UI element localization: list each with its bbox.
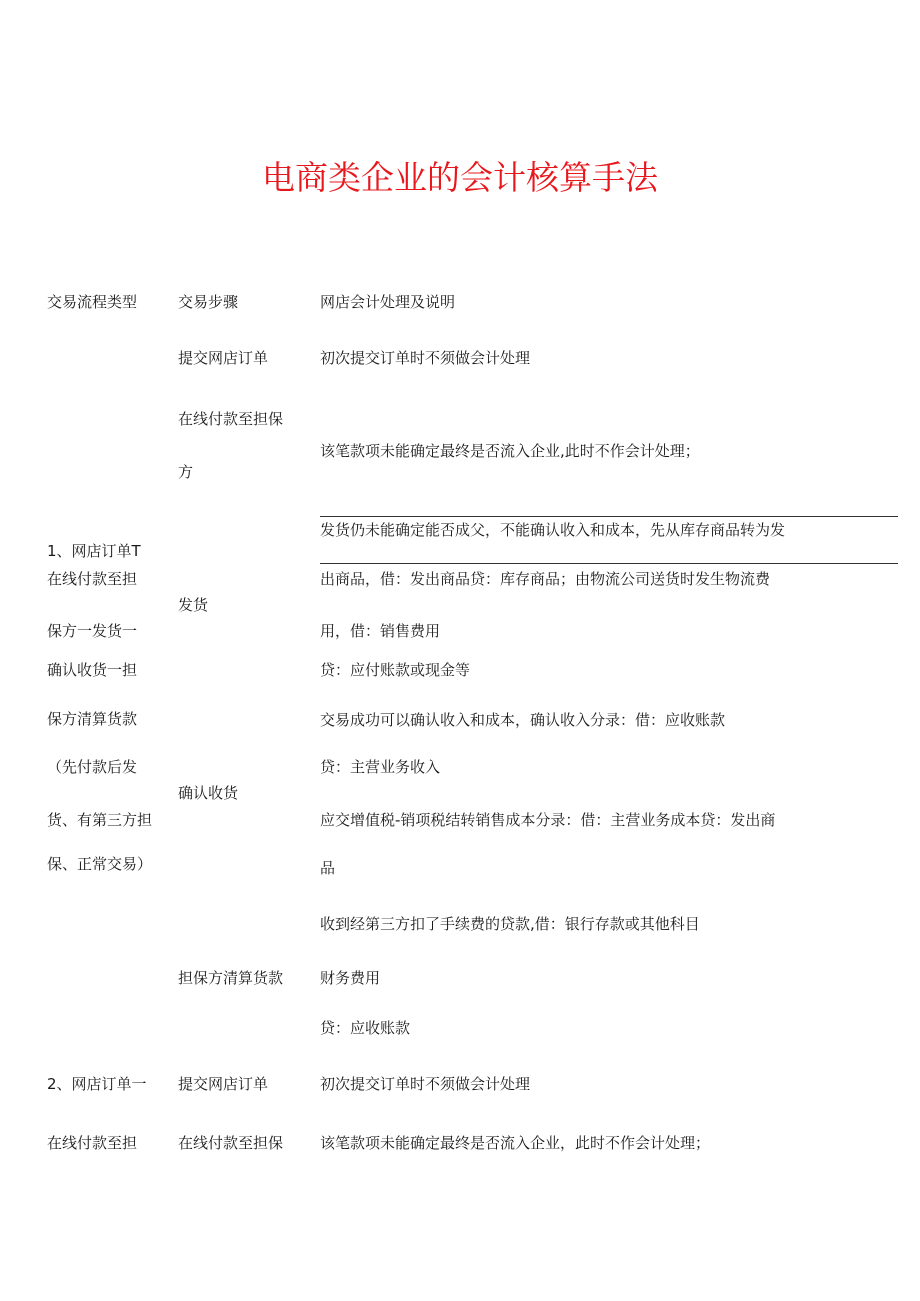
group1-type-line: 保、正常交易） (47, 855, 153, 873)
group1-note-confirm-line: 贷：主营业务收入 (320, 758, 441, 776)
group1-note-ship-line: 用，借：销售费用 (320, 622, 441, 640)
group1-note-settle-line: 财务费用 (320, 969, 381, 987)
group1-step-settle: 担保方清算货款 (178, 969, 284, 987)
group1-note-settle-line: 收到经第三方扣了手续费的贷款,借：银行存款或其他科目 (320, 915, 700, 933)
group1-note-settle-line: 贷：应收账款 (320, 1019, 411, 1037)
group2-step-pay: 在线付款至担保 (178, 1134, 284, 1152)
group1-type-line: 确认收货一担 (47, 661, 138, 679)
group2-note-submit: 初次提交订单时不须做会计处理 (320, 1075, 531, 1093)
group1-note-pay: 该笔款项未能确定最终是否流入企业,此时不作会计处理； (320, 442, 700, 460)
header-transaction-step: 交易步骤 (178, 293, 239, 311)
group2-note-pay: 该笔款项未能确定最终是否流入企业，此时不作会计处理； (320, 1134, 711, 1152)
group1-step-pay: 在线付款至担保 (178, 410, 284, 428)
header-transaction-type: 交易流程类型 (47, 293, 138, 311)
header-accounting-note: 网店会计处理及说明 (320, 293, 456, 311)
divider-line (320, 563, 898, 564)
group1-note-ship-line: 出商品，借：发出商品贷：库存商品；由物流公司送货时发生物流费 (320, 570, 771, 588)
group1-note-submit: 初次提交订单时不须做会计处理 (320, 349, 531, 367)
group2-step-submit: 提交网店订单 (178, 1075, 269, 1093)
group1-step-pay-cont: 方 (178, 463, 194, 481)
group1-note-confirm-line: 品 (320, 859, 336, 877)
group2-type-line: 2、网店订单一 (47, 1075, 147, 1093)
document-title: 电商类企业的会计核算手法 (262, 158, 658, 197)
group1-note-ship-line: 贷：应付账款或现金等 (320, 661, 471, 679)
divider-line (320, 516, 898, 517)
group1-note-confirm-line: 应交增值税-销项税结转销售成本分录：借：主营业务成本贷：发出商 (320, 811, 776, 829)
group1-step-submit: 提交网店订单 (178, 349, 269, 367)
group1-type-line: 在线付款至担 (47, 570, 138, 588)
group1-type-line: （先付款后发 (47, 758, 138, 776)
group1-type-line: 保方清算货款 (47, 710, 138, 728)
group1-step-confirm: 确认收货 (178, 784, 239, 802)
group1-note-ship-line: 发货仍未能确定能否成父，不能确认收入和成本，先从库存商品转为发 (320, 521, 786, 539)
group1-type-line: 货、有第三方担 (47, 811, 153, 829)
group1-type-line: 1、网店订单T (47, 542, 141, 560)
group1-step-ship: 发货 (178, 596, 209, 614)
group2-type-line: 在线付款至担 (47, 1134, 138, 1152)
group1-note-confirm-line: 交易成功可以确认收入和成本，确认收入分录：借：应收账款 (320, 711, 726, 729)
group1-type-line: 保方一发货一 (47, 622, 138, 640)
